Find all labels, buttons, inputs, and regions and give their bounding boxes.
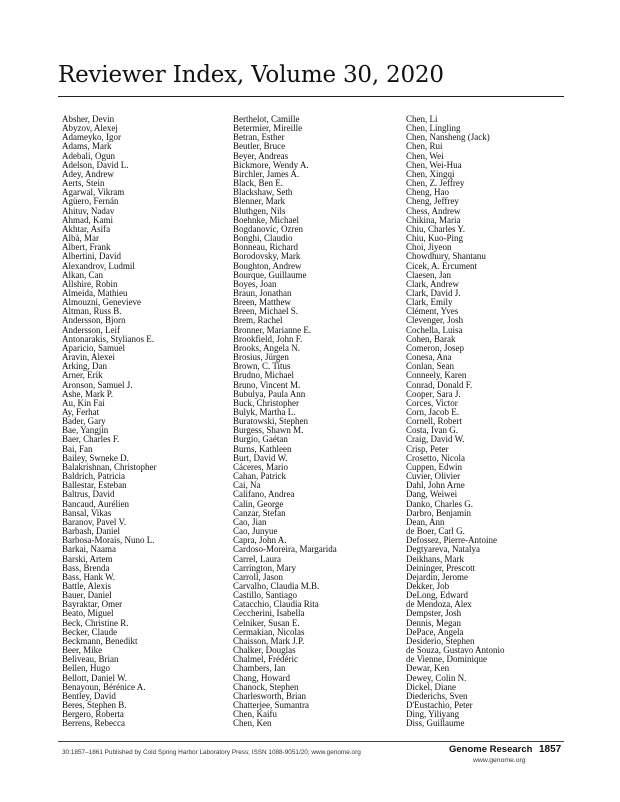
reviewer-name: Cheng, Jeffrey bbox=[406, 196, 459, 207]
reviewer-name: Aronson, Samuel J. bbox=[62, 379, 133, 390]
reviewer-name: Cao, Jian bbox=[233, 516, 267, 527]
reviewer-name: Andersson, Bjorn bbox=[62, 315, 126, 326]
reviewer-name: Conneely, Karen bbox=[406, 370, 467, 381]
reviewer-name: Deininger, Prescott bbox=[406, 562, 476, 573]
reviewer-name: Berrens, Rebecca bbox=[62, 718, 125, 729]
reviewer-name: Chambers, Ian bbox=[233, 663, 286, 674]
reviewer-name: Ay, Ferhat bbox=[62, 407, 100, 417]
reviewer-name: Agarwal, Vikram bbox=[62, 187, 125, 198]
reviewer-name: Ceccherini, Isabella bbox=[233, 608, 305, 619]
reviewer-name: Bailey, Swneke D. bbox=[62, 452, 129, 463]
reviewer-name: Altman, Russ B. bbox=[62, 306, 122, 317]
reviewer-name: Bansal, Vikas bbox=[62, 507, 112, 518]
reviewer-name: Cardoso-Moreira, Margarida bbox=[233, 544, 337, 555]
reviewer-name: Aerts, Stein bbox=[62, 178, 105, 189]
reviewer-name: Albà, Mar bbox=[62, 233, 99, 244]
reviewer-name: Brem, Rachel bbox=[233, 315, 283, 326]
reviewer-name: Brown, C. Titus bbox=[233, 361, 291, 372]
reviewer-name: Dennis, Megan bbox=[406, 617, 461, 628]
reviewer-name: Choi, Jiyeon bbox=[406, 242, 452, 253]
reviewer-name: Claesen, Jan bbox=[406, 269, 451, 280]
reviewer-name: Cohen, Barak bbox=[406, 333, 456, 344]
reviewer-name: Conrad, Donald F. bbox=[406, 379, 473, 390]
reviewer-name: de Mendoza, Alex bbox=[406, 599, 472, 610]
reviewer-name: Arner, Erik bbox=[62, 370, 103, 381]
reviewer-name: Beer, Mike bbox=[62, 645, 103, 656]
reviewer-name: Comeron, Josep bbox=[406, 342, 464, 353]
reviewer-name: Chatterjee, Sumantra bbox=[233, 700, 309, 710]
reviewer-name: Carrel, Laura bbox=[233, 553, 281, 564]
reviewer-name: Ahmad, Kami bbox=[62, 214, 113, 225]
reviewer-name: Bonneau, Richard bbox=[233, 242, 298, 253]
reviewer-name: Barbash, Daniel bbox=[62, 526, 120, 537]
reviewer-name: DePace, Angela bbox=[406, 626, 464, 637]
reviewer-name: Bubulya, Paula Ann bbox=[233, 388, 306, 399]
reviewer-name: Conlan, Sean bbox=[406, 361, 454, 372]
reviewer-name: Brooks, Angela N. bbox=[233, 342, 300, 353]
reviewer-name: Barkai, Naama bbox=[62, 544, 116, 555]
reviewer-name: Chess, Andrew bbox=[406, 205, 461, 216]
reviewer-name: Abyzov, Alexej bbox=[62, 123, 118, 134]
reviewer-name: Bogdanovic, Ozren bbox=[233, 223, 303, 234]
reviewer-name: Burns, Kathleen bbox=[233, 443, 292, 454]
reviewer-name: Chiu, Charles Y. bbox=[406, 223, 466, 234]
reviewer-name: Dean, Ann bbox=[406, 516, 445, 527]
reviewer-name: Beres, Stephen B. bbox=[62, 700, 127, 710]
reviewer-name: Diss, Guillaume bbox=[406, 718, 465, 729]
reviewer-name: Cao, Junyue bbox=[233, 526, 278, 537]
reviewer-name: Bai, Fan bbox=[62, 443, 93, 454]
reviewer-name: Adelson, David L. bbox=[62, 159, 129, 170]
reviewer-name: Costa, Ivan G. bbox=[406, 425, 458, 436]
reviewer-name: Craig, David W. bbox=[406, 434, 465, 445]
reviewer-name: Castillo, Santiago bbox=[233, 590, 297, 601]
reviewer-name: Bruno, Vincent M. bbox=[233, 379, 301, 390]
reviewer-name: Chowdhury, Shantanu bbox=[406, 251, 486, 262]
reviewer-name: Albert, Frank bbox=[62, 242, 111, 253]
reviewer-name: de Vienne, Dominique bbox=[406, 654, 488, 665]
reviewer-name: Blenner, Mark bbox=[233, 196, 286, 207]
reviewer-name: Baltrus, David bbox=[62, 489, 115, 500]
reviewer-name: Borodovsky, Mark bbox=[233, 251, 301, 262]
reviewer-name: Black, Ben E. bbox=[233, 178, 283, 189]
reviewer-name: Chen, Wei-Hua bbox=[406, 159, 462, 170]
reviewer-name: Bonghi, Claudio bbox=[233, 233, 293, 244]
reviewer-name: Chikina, Maria bbox=[406, 214, 461, 225]
reviewer-name: Brosius, Jürgen bbox=[233, 352, 289, 363]
reviewer-name: Deikhans, Mark bbox=[406, 553, 464, 564]
reviewer-name: Dejardin, Jerome bbox=[406, 571, 468, 582]
reviewer-name: Bluthgen, Nils bbox=[233, 205, 286, 216]
reviewer-name: Chen, Z. Jeffrey bbox=[406, 178, 465, 189]
reviewer-name: Cáceres, Mario bbox=[233, 461, 288, 472]
reviewer-name: Danko, Charles G. bbox=[406, 498, 473, 509]
reviewer-name: Cermakian, Nicolas bbox=[233, 626, 305, 637]
reviewer-name: Braun, Jonathan bbox=[233, 287, 292, 298]
reviewer-name: Beliveau, Brian bbox=[62, 654, 119, 665]
reviewer-name: Blackshaw, Seth bbox=[233, 187, 293, 198]
reviewer-name: de Boer, Carl G. bbox=[406, 526, 465, 537]
reviewer-name: Betran, Esther bbox=[233, 132, 285, 143]
reviewer-name: Baldrich, Patricia bbox=[62, 471, 125, 482]
reviewer-name: Adameyko, Igor bbox=[62, 132, 121, 143]
reviewer-name: Dewar, Ken bbox=[406, 663, 450, 674]
reviewer-name: Corces, Victor bbox=[406, 397, 458, 408]
reviewer-name: Degtyareva, Natalya bbox=[406, 544, 480, 555]
reviewer-name: Arking, Dan bbox=[62, 361, 107, 372]
reviewer-name: Clark, Andrew bbox=[406, 278, 459, 289]
reviewer-name: Cuppen, Edwin bbox=[406, 461, 462, 472]
reviewer-name: Corn, Jacob E. bbox=[406, 407, 459, 417]
reviewer-name: Bader, Gary bbox=[62, 416, 106, 427]
reviewer-name: Clément, Yves bbox=[406, 306, 459, 317]
reviewer-name: Chen, Rui bbox=[406, 141, 443, 152]
reviewer-name: Bayraktar, Omer bbox=[62, 599, 123, 610]
reviewer-name: Brudno, Michael bbox=[233, 370, 294, 381]
reviewer-name: Buck, Christopher bbox=[233, 397, 299, 408]
reviewer-name: Burt, David W. bbox=[233, 452, 288, 463]
reviewer-name: Burgess, Shawn M. bbox=[233, 425, 304, 436]
reviewer-name: Chen, Wei bbox=[406, 150, 444, 161]
reviewer-name: Cheng, Hao bbox=[406, 187, 449, 198]
reviewer-name: Bae, Yangjin bbox=[62, 425, 109, 436]
reviewer-name: Ding, Yiliyang bbox=[406, 709, 460, 720]
footer-url: www.genome.org bbox=[473, 757, 526, 764]
reviewer-name: Bauer, Daniel bbox=[62, 590, 112, 601]
footer-citation: 30:1857–1861 Published by Cold Spring Harbor Laboratory Press; ISSN 1088-9051/20; www.genome.org bbox=[62, 749, 361, 756]
reviewer-name: Darbro, Benjamin bbox=[406, 507, 471, 518]
reviewer-name: Defossez, Pierre-Antoine bbox=[406, 535, 497, 546]
reviewer-name: de Souza, Gustavo Antonio bbox=[406, 645, 505, 656]
reviewer-name: Boehnke, Michael bbox=[233, 214, 299, 225]
reviewer-name: Breen, Michael S. bbox=[233, 306, 298, 317]
title-rule bbox=[58, 96, 564, 97]
reviewer-name: Ashe, Mark P. bbox=[62, 388, 113, 399]
reviewer-name: Almeida, Mathieu bbox=[62, 287, 128, 298]
reviewer-name: Capra, John A. bbox=[233, 535, 287, 546]
reviewer-name: Berthelot, Camille bbox=[233, 114, 300, 124]
reviewer-name: Celniker, Susan E. bbox=[233, 617, 300, 628]
reviewer-name: Bergero, Roberta bbox=[62, 709, 124, 720]
reviewer-name: Dang, Weiwei bbox=[406, 489, 458, 500]
reviewer-name: Ahituv, Nadav bbox=[62, 205, 115, 216]
reviewer-name: Cuvier, Olivier bbox=[406, 471, 461, 482]
reviewer-name: Crisp, Peter bbox=[406, 443, 449, 454]
reviewer-name: Cornell, Robert bbox=[406, 416, 462, 427]
reviewer-name: D'Eustachio, Peter bbox=[406, 700, 473, 710]
reviewer-name: Chen, Nansheng (Jack) bbox=[406, 132, 490, 143]
reviewer-name: Conesa, Ana bbox=[406, 352, 452, 363]
reviewer-name: Carrington, Mary bbox=[233, 562, 296, 573]
reviewer-name: Cahan, Patrick bbox=[233, 471, 286, 482]
reviewer-name: Beyer, Andreas bbox=[233, 150, 289, 161]
reviewer-name: Battle, Alexis bbox=[62, 580, 111, 591]
reviewer-name: Califano, Andrea bbox=[233, 489, 295, 500]
reviewer-name: Chang, Howard bbox=[233, 672, 290, 683]
reviewer-name: Canzar, Stefan bbox=[233, 507, 286, 518]
reviewer-column-3 bbox=[406, 115, 505, 728]
reviewer-name: Diederichs, Sven bbox=[406, 690, 468, 701]
reviewer-name: Albertini, David bbox=[62, 251, 121, 262]
reviewer-name: Bellen, Hugo bbox=[62, 663, 110, 674]
reviewer-name: Brookfield, John F. bbox=[233, 333, 303, 344]
reviewer-name: Allshire, Robin bbox=[62, 278, 118, 289]
reviewer-name: Burgio, Gaétan bbox=[233, 434, 288, 445]
reviewer-name: Bentley, David bbox=[62, 690, 116, 701]
reviewer-name: Breen, Matthew bbox=[233, 297, 291, 308]
reviewer-name: Adams, Mark bbox=[62, 141, 112, 152]
reviewer-name: Barbosa-Morais, Nuno L. bbox=[62, 535, 155, 546]
footer-journal-name: Genome Research bbox=[449, 744, 533, 755]
reviewer-name: Agüero, Fernán bbox=[62, 196, 119, 207]
reviewer-name: Chen, Ken bbox=[233, 718, 272, 729]
reviewer-name: Akhtar, Asifa bbox=[62, 223, 111, 234]
reviewer-name: Boyes, Joan bbox=[233, 278, 277, 289]
reviewer-name: Baranov, Pavel V. bbox=[62, 516, 127, 527]
reviewer-name: Barski, Artem bbox=[62, 553, 113, 564]
reviewer-name: Dickel, Diane bbox=[406, 681, 456, 692]
reviewer-name: Crosetto, Nicola bbox=[406, 452, 465, 463]
reviewer-name: Chen, Lingling bbox=[406, 123, 461, 134]
reviewer-name: Aravin, Alexei bbox=[62, 352, 115, 363]
reviewer-name: Cochella, Luisa bbox=[406, 324, 463, 335]
reviewer-name: Clevenger, Josh bbox=[406, 315, 464, 326]
reviewer-name: Clark, Emily bbox=[406, 297, 453, 308]
reviewer-name: Aparicio, Samuel bbox=[62, 342, 125, 353]
reviewer-name: Cooper, Sara J. bbox=[406, 388, 461, 399]
reviewer-name: Au, Kin Fai bbox=[62, 397, 105, 408]
reviewer-name: Bancaud, Aurélien bbox=[62, 498, 129, 509]
reviewer-name: Buratowski, Stephen bbox=[233, 416, 308, 427]
reviewer-name: Calin, George bbox=[233, 498, 284, 509]
reviewer-name: Clark, David J. bbox=[406, 287, 461, 298]
reviewer-name: Bass, Hank W. bbox=[62, 571, 116, 582]
reviewer-name: Dewey, Colin N. bbox=[406, 672, 467, 683]
reviewer-name: Bronner, Marianne E. bbox=[233, 324, 312, 335]
reviewer-name: Bellott, Daniel W. bbox=[62, 672, 127, 683]
page-number: 1857 bbox=[539, 744, 562, 755]
reviewer-name: Cai, Na bbox=[233, 480, 261, 491]
reviewer-name: Chen, Xingqi bbox=[406, 168, 455, 179]
reviewer-name: Chen, Li bbox=[406, 114, 438, 124]
reviewer-name: Antonarakis, Stylianos E. bbox=[62, 333, 154, 344]
reviewer-name: Alexandrov, Ludmil bbox=[62, 260, 135, 271]
reviewer-column-1 bbox=[62, 115, 156, 728]
reviewer-name: Beckmann, Benedikt bbox=[62, 635, 138, 646]
reviewer-name: Beutler, Bruce bbox=[233, 141, 286, 152]
page-title: Reviewer Index, Volume 30, 2020 bbox=[58, 62, 444, 88]
reviewer-name: Carroll, Jason bbox=[233, 571, 283, 582]
reviewer-name: Betermier, Mireille bbox=[233, 123, 303, 134]
reviewer-name: Boughton, Andrew bbox=[233, 260, 302, 271]
reviewer-name: Almouzni, Genevieve bbox=[62, 297, 141, 308]
reviewer-name: Baer, Charles F. bbox=[62, 434, 120, 445]
reviewer-name: Bourque, Guillaume bbox=[233, 269, 307, 280]
reviewer-name: Catacchio, Claudia Rita bbox=[233, 599, 319, 610]
reviewer-name: Chalker, Douglas bbox=[233, 645, 296, 656]
reviewer-name: Charlesworth, Brian bbox=[233, 690, 306, 701]
reviewer-name: Dempster, Josh bbox=[406, 608, 462, 619]
reviewer-name: Becker, Claude bbox=[62, 626, 118, 637]
reviewer-name: Chaisson, Mark J.P. bbox=[233, 635, 305, 646]
reviewer-name: Alkan, Can bbox=[62, 269, 103, 280]
footer-rule bbox=[58, 741, 564, 742]
reviewer-name: Cicek, A. Ercument bbox=[406, 260, 477, 271]
reviewer-name: DeLong, Edward bbox=[406, 590, 468, 601]
reviewer-name: Beck, Christine R. bbox=[62, 617, 129, 628]
reviewer-name: Carvalho, Claudia M.B. bbox=[233, 580, 320, 591]
reviewer-name: Absher, Devin bbox=[62, 114, 115, 124]
reviewer-name: Adebali, Ogun bbox=[62, 150, 115, 161]
reviewer-name: Benayoun, Bérénice A. bbox=[62, 681, 146, 692]
reviewer-name: Chanock, Stephen bbox=[233, 681, 299, 692]
reviewer-name: Chiu, Kuo-Ping bbox=[406, 233, 464, 244]
reviewer-name: Adey, Andrew bbox=[62, 168, 114, 179]
reviewer-name: Chalmel, Frédéric bbox=[233, 654, 298, 665]
reviewer-name: Chen, Kaifu bbox=[233, 709, 277, 720]
reviewer-name: Birchler, James A. bbox=[233, 168, 300, 179]
reviewer-name: Balakrishnan, Christopher bbox=[62, 461, 157, 472]
reviewer-name: Bulyk, Martha L. bbox=[233, 407, 296, 417]
reviewer-name: Bickmore, Wendy A. bbox=[233, 159, 309, 170]
reviewer-name: Beato, Miguel bbox=[62, 608, 114, 619]
reviewer-name: Dekker, Job bbox=[406, 580, 450, 591]
reviewer-name: Dahl, John Arne bbox=[406, 480, 465, 491]
reviewer-column-2 bbox=[233, 115, 337, 728]
reviewer-name: Ballestar, Esteban bbox=[62, 480, 127, 491]
reviewer-name: Bass, Brenda bbox=[62, 562, 110, 573]
reviewer-name: Andersson, Leif bbox=[62, 324, 120, 335]
reviewer-name: Desiderio, Stephen bbox=[406, 635, 475, 646]
